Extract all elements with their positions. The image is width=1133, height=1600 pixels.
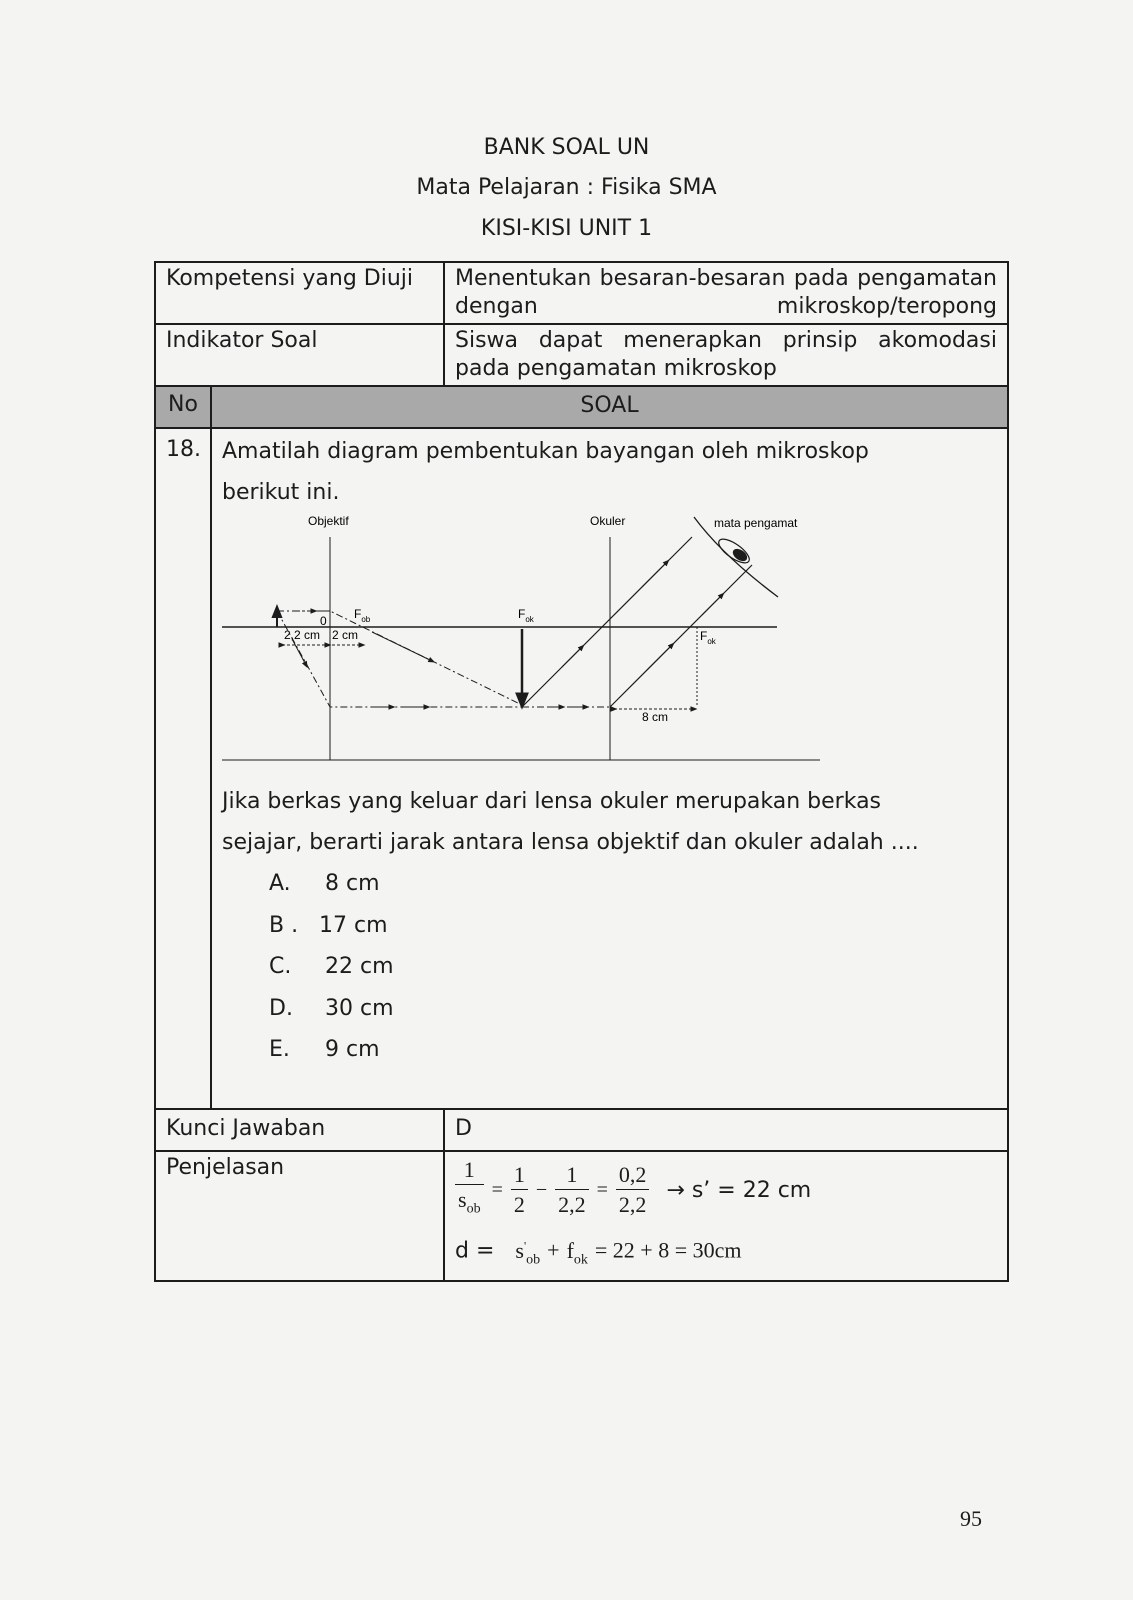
label-okuler: Okuler <box>590 515 626 528</box>
no-header: No <box>155 386 211 428</box>
option-c: C. 22 cm <box>269 954 394 979</box>
label-objektif: Objektif <box>308 515 349 528</box>
label-fok-1: $F_{ok}$ <box>518 607 534 624</box>
question-prompt-2: sejajar, berarti jarak antara lensa objektif dan okuler adalah .... <box>222 830 919 855</box>
question-prompt-1: Jika berkas yang keluar dari lensa okuler merupakan berkas <box>222 789 882 814</box>
question-intro-1: Amatilah diagram pembentukan bayangan oleh mikroskop <box>222 439 869 464</box>
ray-objective-2 <box>277 611 522 707</box>
question-table <box>154 261 1009 1282</box>
indikator-label: Indikator Soal <box>155 324 444 386</box>
indikator-value: Siswa dapat menerapkan prinsip akomodasi pada pengamatan mikroskop <box>444 324 1008 386</box>
doc-unit: KISI-KISI UNIT 1 <box>480 216 653 241</box>
kompetensi-value: Menentukan besaran-besaran pada pengamatan dengan mikroskop/teropong <box>444 262 1008 324</box>
option-a: A. 8 cm <box>269 871 380 896</box>
question-number: 18. <box>155 428 211 1109</box>
kompetensi-label: Kompetensi yang Diuji <box>155 262 444 324</box>
kunci-label: Kunci Jawaban <box>155 1109 444 1151</box>
soal-header: SOAL <box>211 386 1008 428</box>
question-body <box>211 428 1008 1109</box>
ray-objective-1 <box>277 611 522 705</box>
microscope-diagram <box>222 515 832 775</box>
label-2-2cm: 2,2 cm <box>284 628 321 642</box>
equation-distance: $d = s'_{ob} + f_{ok} = 22 + 8 = 30cm$ <box>455 1237 742 1268</box>
option-b: B . 17 cm <box>269 912 388 938</box>
penjelasan-body <box>444 1151 1008 1281</box>
question-intro-2: berikut ini. <box>222 480 340 505</box>
label-fok-2: $F_{ok}$ <box>700 629 716 646</box>
option-d: D. 30 cm <box>269 995 394 1021</box>
kunci-value: D <box>444 1109 1008 1151</box>
label-2cm: 2 cm <box>332 628 359 642</box>
answer-options <box>212 863 1007 1071</box>
label-8cm: 8 cm <box>642 710 669 724</box>
label-mata-pengamat: mata pengamat <box>714 516 798 530</box>
doc-subject: Mata Pelajaran : Fisika SMA <box>416 175 717 200</box>
penjelasan-label: Penjelasan <box>155 1151 444 1281</box>
label-zero: 0 <box>320 614 327 628</box>
ray-emerging-2 <box>610 565 752 707</box>
equation-lens: $\frac{1}{s_{ob}}$ = $\frac{1}{2}$ − $\frac{1}{2,2}$ = $\frac{0,2}{2,2}$ → s’ = 22 cm <box>455 1156 997 1224</box>
option-e: E. 9 cm <box>269 1037 380 1062</box>
doc-title: BANK SOAL UN <box>483 135 650 160</box>
label-fob: $F_{ob}$ <box>354 607 371 624</box>
equation-result: → s’ = 22 cm <box>666 1177 812 1203</box>
page-number: 95 <box>960 1506 982 1531</box>
